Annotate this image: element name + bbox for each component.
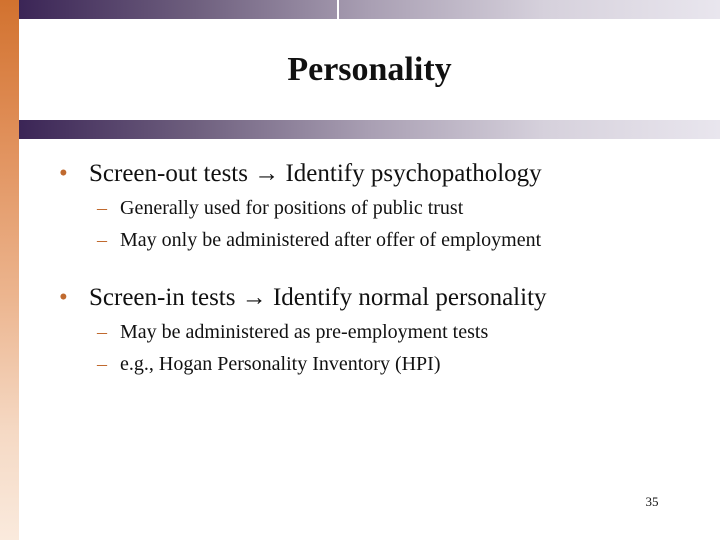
title-underline-band — [19, 120, 720, 139]
sub-dash: – — [97, 197, 107, 219]
bullet-item — [59, 158, 542, 190]
bullet-dot: • — [59, 160, 68, 187]
sub-dash: – — [97, 229, 107, 251]
left-decorative-strip — [0, 0, 19, 540]
slide-title: Personality — [287, 51, 452, 88]
page-number: 35 — [645, 494, 659, 509]
sub-item — [97, 319, 488, 345]
bullet-dot: • — [59, 284, 68, 311]
sub-text: May only be administered after offer of employment — [120, 229, 542, 251]
bullet-text: Screen-in tests → Identify normal personality — [89, 284, 547, 311]
top-decorative-band — [19, 0, 720, 19]
sub-dash: – — [97, 321, 107, 343]
sub-item — [97, 195, 463, 221]
bullet-item — [59, 282, 547, 314]
sub-text: May be administered as pre-employment tests — [120, 321, 489, 343]
band-divider — [337, 0, 339, 19]
sub-item — [97, 351, 441, 377]
sub-dash: – — [97, 353, 107, 375]
bullet-text: Screen-out tests → Identify psychopathology — [89, 160, 542, 187]
sub-text: Generally used for positions of public trust — [120, 197, 464, 219]
sub-item — [97, 227, 541, 253]
sub-text: e.g., Hogan Personality Inventory (HPI) — [120, 353, 441, 375]
